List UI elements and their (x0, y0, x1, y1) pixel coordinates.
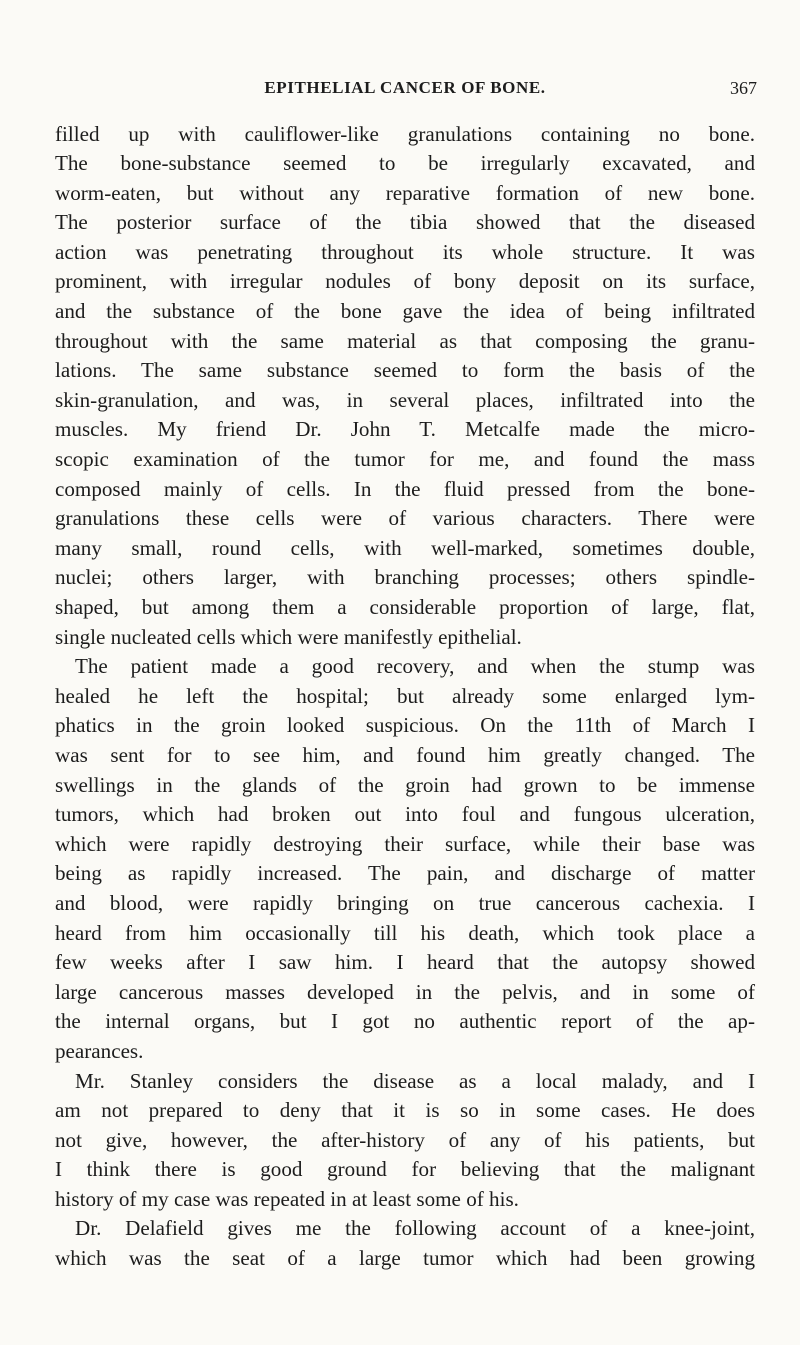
paragraph (55, 652, 755, 1066)
text-line: swellings in the glands of the groin had grown to be immense (55, 772, 755, 797)
text-line: not give, however, the after-history of any of his patients, but (55, 1127, 755, 1152)
text-line: I think there is good ground for believing that the malignant (55, 1157, 755, 1182)
text-line: skin-granulation, and was, in several places, infiltrated into the (55, 387, 755, 412)
text-line: The posterior surface of the tibia showed that the diseased (55, 210, 755, 235)
running-title: EPITHELIAL CANCER OF BONE. (264, 78, 546, 97)
text-line: large cancerous masses developed in the pelvis, and in some of (55, 979, 755, 1004)
text-line: and the substance of the bone gave the idea of being infiltrated (55, 299, 755, 324)
text-line: The bone-substance seemed to be irregularly excavated, and (55, 151, 755, 176)
text-line: am not prepared to deny that it is so in some cases. He does (55, 1098, 755, 1123)
text-line: filled up with cauliflower-like granulations containing no bone. (55, 121, 755, 146)
text-line: granulations these cells were of various characters. There were (55, 506, 755, 531)
text-line: history of my case was repeated in at least some of his. (55, 1186, 519, 1211)
text-line: worm-eaten, but without any reparative formation of new bone. (55, 180, 755, 205)
body-text (55, 120, 755, 1274)
paragraph (55, 120, 755, 653)
page-number: 367 (730, 78, 757, 98)
text-line: composed mainly of cells. In the fluid pressed from the bone- (55, 476, 755, 501)
paragraph (55, 1067, 755, 1215)
text-line: and blood, were rapidly bringing on true cancerous cachexia. I (55, 890, 755, 915)
text-line: muscles. My friend Dr. John T. Metcalfe made the micro- (55, 417, 755, 442)
paragraph (55, 1214, 755, 1273)
text-line: lations. The same substance seemed to form the basis of the (55, 358, 755, 383)
text-line: shaped, but among them a considerable proportion of large, flat, (55, 595, 755, 619)
text-line: few weeks after I saw him. I heard that the autopsy showed (55, 950, 755, 975)
text-line: many small, round cells, with well-marked, sometimes double, (55, 535, 755, 560)
text-line: The patient made a good recovery, and when the stump was (75, 654, 755, 679)
text-line: tumors, which had broken out into foul and fungous ulceration, (55, 802, 755, 827)
text-line: Dr. Delafield gives me the following account of a knee-joint, (75, 1216, 755, 1241)
text-line: the internal organs, but I got no authentic report of the ap- (55, 1009, 755, 1034)
text-line: which were rapidly destroying their surface, while their base was (55, 831, 755, 856)
text-line: heard from him occasionally till his death, which took place a (55, 920, 755, 945)
text-line: healed he left the hospital; but already some enlarged lym- (55, 683, 755, 708)
text-line: was sent for to see him, and found him greatly changed. The (55, 742, 755, 767)
text-line: nuclei; others larger, with branching processes; others spindle- (55, 565, 755, 590)
running-head (55, 78, 755, 108)
text-line: scopic examination of the tumor for me, and found the mass (55, 447, 755, 472)
text-line: phatics in the groin looked suspicious. On the 11th of March I (55, 713, 755, 738)
text-line: being as rapidly increased. The pain, and discharge of matter (55, 861, 755, 886)
text-line: throughout with the same material as that composing the granu- (55, 328, 755, 353)
text-line: prominent, with irregular nodules of bony deposit on its surface, (55, 269, 755, 294)
text-line: which was the seat of a large tumor which had been growing (55, 1246, 755, 1271)
text-line: single nucleated cells which were manifestly epithelial. (55, 624, 522, 649)
text-line: pearances. (55, 1038, 144, 1063)
text-line: action was penetrating throughout its whole structure. It was (55, 239, 755, 264)
text-line: Mr. Stanley considers the disease as a local malady, and I (75, 1068, 755, 1093)
